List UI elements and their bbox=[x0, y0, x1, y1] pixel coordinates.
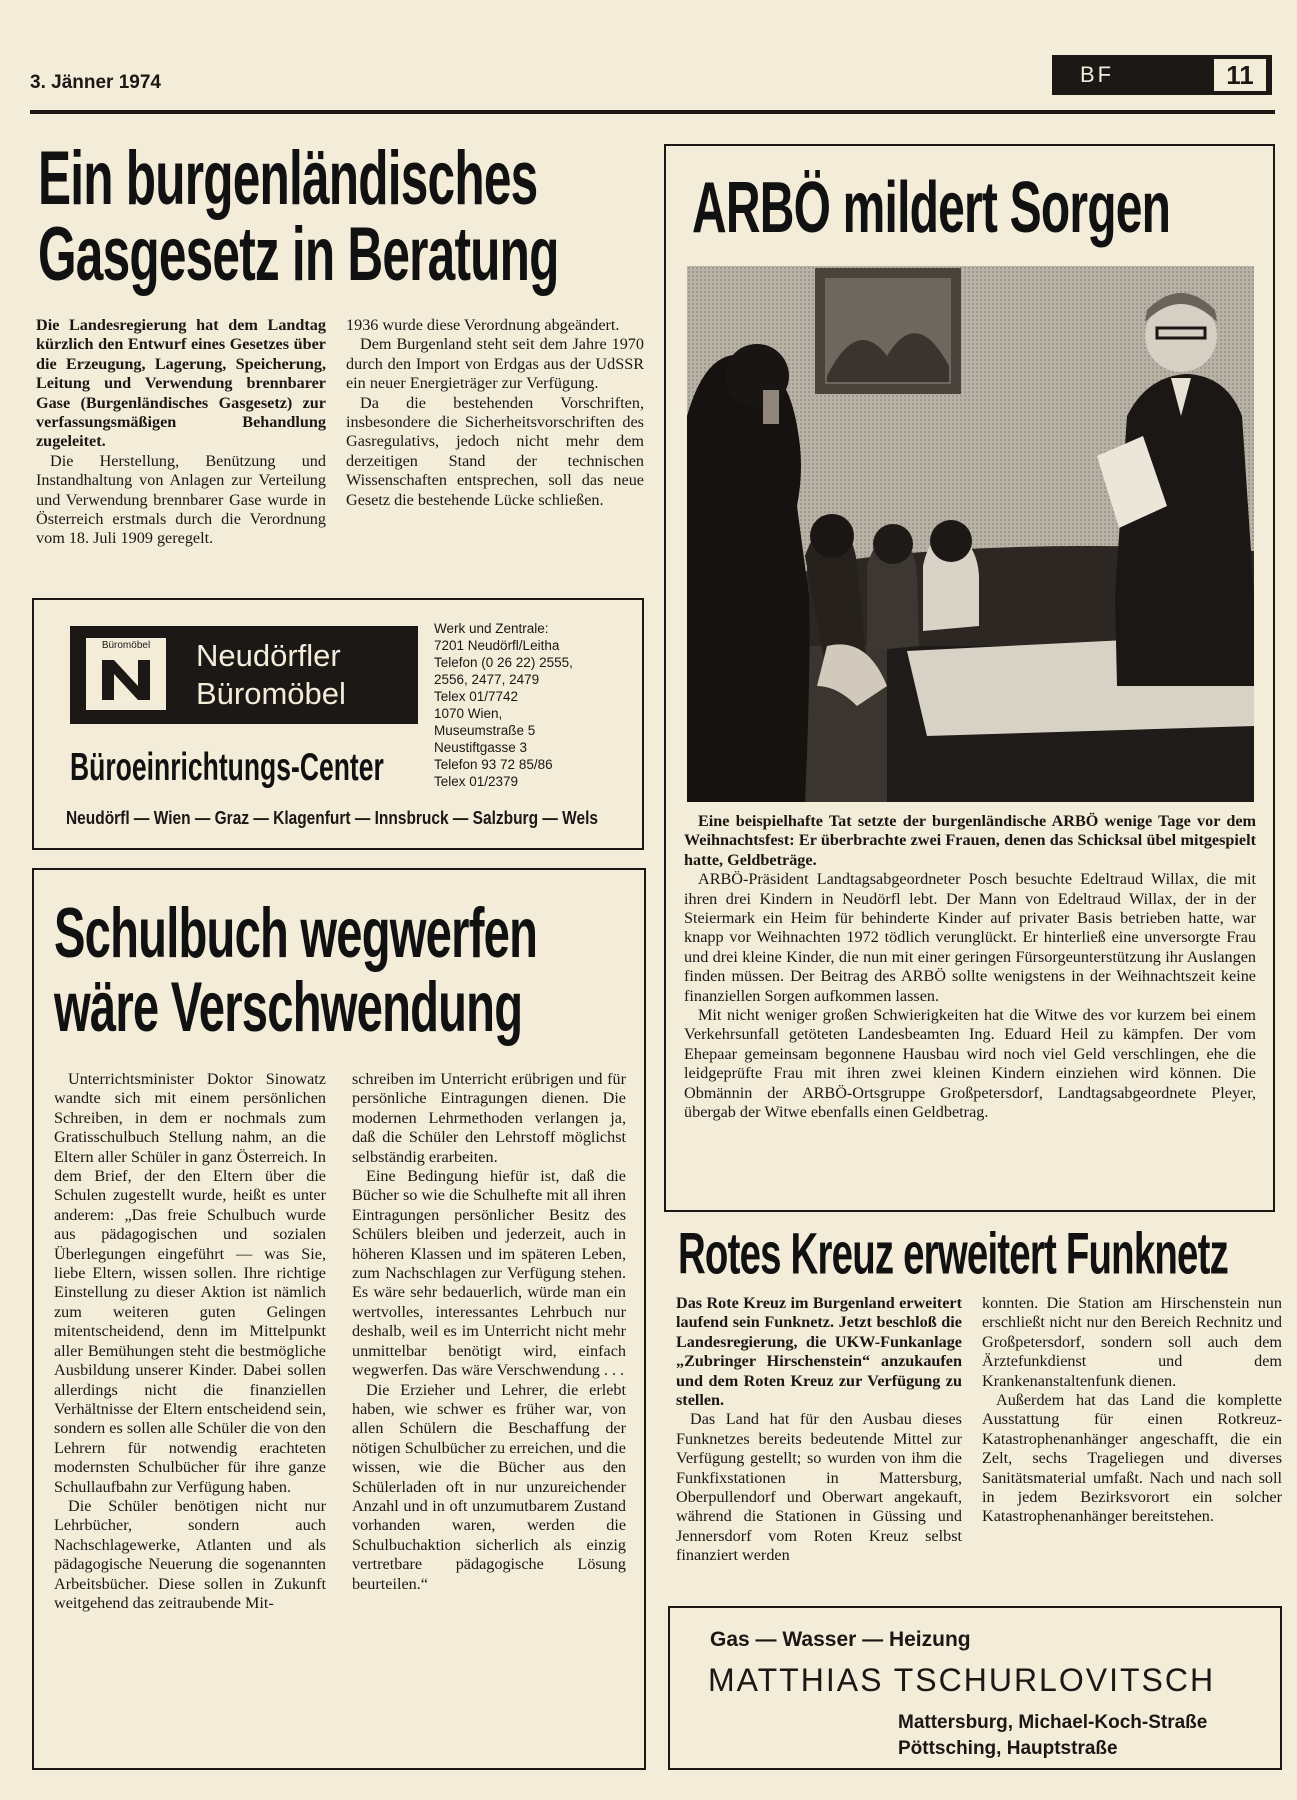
school-column-2 bbox=[352, 1070, 626, 1594]
arbo-caption: Eine beispielhafte Tat setzte der burgenländische ARBÖ wenige Tage vor dem Weihnachtsfest: Er überbrachte zwei Frauen, denen das Schicksal übel mitgespielt hatte, Geldbeträge. bbox=[684, 812, 1256, 869]
gas-paragraph: Dem Burgenland steht seit dem Jahre 1970 durch den Import von Erdgas aus der UdSSR ein neuer Energieträger zur Verfügung. bbox=[346, 335, 644, 393]
ad-cities: Neudörfl — Wien — Graz — Klagenfurt — Innsbruck — Salzburg — Wels bbox=[66, 808, 598, 828]
gas-paragraph: Da die bestehenden Vorschriften, insbesondere die Sicherheitsvorschriften des Gasregulativs, jedoch nicht mehr dem derzeitigen Stand der technischen Wissenschaften entsprechen, soll das neue Gesetz die bestehende Lücke schließen. bbox=[346, 393, 644, 509]
page-tag bbox=[1052, 55, 1272, 95]
section-label: BF bbox=[1080, 62, 1115, 87]
ad-brand-1: Neudörfler bbox=[196, 638, 341, 673]
school-headline-1: Schulbuch wegwerfen bbox=[54, 893, 538, 973]
rk-paragraph: Das Land hat für den Ausbau dieses Funknetzes bereits bedeutende Mittel zur Verfügung gestellt; so wurden von ihm die Funkfixstationen in Mattersburg, Oberpullendorf und Oberwart angekauft, während die Stationen in Güssing und Jennersdorf vom Roten Kreuz selbst finanziert werden bbox=[676, 1410, 962, 1565]
ad-address: Werk und Zentrale: 7201 Neudörfl/Leitha Telefon (0 26 22) 2555, 2556, 2477, 2479 Telex 01/7742 1070 Wien, Museumstraße 5 Neustiftgasse 3 Telefon 93 72 85/86 Telex 01/2379 bbox=[434, 621, 573, 789]
ad-logo-mark bbox=[86, 638, 166, 710]
school-paragraph: Die Erzieher und Lehrer, die erlebt haben, wie schwer es früher war, von allen Schülern die Beschaffung der nötigen Schulbücher zu erreichen, und die wissen, wie die Bücher aus den Schülerladen oft in nur unzureichender Anzahl und in oft unzumutbarem Zustand vorhanden waren, werden die Schulbuchaktion sicherlich als einzig vertretbare pädagogische Lösung beurteilen.“ bbox=[352, 1380, 626, 1593]
ad2-address-1: Mattersburg, Michael-Koch-Straße bbox=[898, 1712, 1208, 1733]
school-column-1 bbox=[54, 1070, 326, 1613]
gas-paragraph: 1936 wurde diese Verordnung abgeändert. bbox=[346, 316, 620, 334]
ad-center: Büroeinrichtungs-Center bbox=[70, 745, 384, 790]
gas-lead: Die Landesregierung hat dem Landtag kürzlich den Entwurf eines Gesetzes über die Erzeugung, Lagerung, Speicherung, Leitung und Verwendung brennbarer Gase (Burgenländisches Gasgesetz) zur verfassungsmäßigen Behandlung zugeleitet. bbox=[36, 316, 326, 451]
arbo-headline: ARBÖ mildert Sorgen bbox=[692, 167, 1171, 248]
gas-column-1 bbox=[36, 316, 326, 549]
ad-logo-block bbox=[70, 626, 418, 724]
arbo-paragraph: ARBÖ-Präsident Landtagsabgeordneter Posch besuchte Edeltraud Willax, die mit ihren drei Kindern in Neudörfl lebt. Der Mann von Edeltraud Willax, der in der Steiermark ein Heim für behinderte Kinder auf privater Basis betrieben hatte, war knapp vor Weihnachten 1972 tödlich verunglückt. Er hinterließ eine unversorgte Frau und drei kleine Kinder, die nun mit einer geringen Fürsorgeunterstützung ihr Auslangen finden müssen. Der Beitrag des ARBÖ sollte wenigstens in der Weihnachtszeit keine finanziellen Sorgen aufkommen lassen. bbox=[684, 870, 1256, 1005]
rk-paragraph: Außerdem hat das Land die komplette Ausstattung für einen Rotkreuz-Katastrophenanhänger angeschafft, die ein Zelt, sechs Trageliegen und diverses Sanitätsmaterial umfaßt. Nach und nach soll in jedem Bezirksvorort ein solcher Katastrophenanhänger bereitstehen. bbox=[982, 1391, 1282, 1526]
arbo-photo bbox=[687, 266, 1254, 802]
gas-headline-1: Ein burgenländisches bbox=[38, 137, 538, 222]
ad-tschurlovitsch bbox=[668, 1606, 1282, 1770]
arbo-paragraph: Mit nicht weniger großen Schwierigkeiten hat die Witwe des vor kurzem bei einem Verkehrsunfall getöteten Landesbeamten Ing. Eduard Heil zu kämpfen. Der vom Ehepaar gemeinsam begonnene Hausbau wird noch viel Geld verschlingen, ehe die leidgeprüfte Frau mit ihren zwei kleinen Kindern einziehen wird können. Die Obmännin der ARBÖ-Ortsgruppe Großpetersdorf, Landtagsabgeordnete Pleyer, übergab der Witwe ebenfalls einen Geldbetrag. bbox=[684, 1006, 1256, 1122]
school-paragraph: Unterrichtsminister Doktor Sinowatz wandte sich mit einem persönlichen Schreiben, in dem er nochmals zum Gratisschulbuch Stellung nahm, an die Eltern aller Schüler in ganz Österreich. In dem Brief, der den Eltern über die Schulen zugestellt wurde, heißt es unter anderem: „Das freie Schulbuch wurde aus pädagogischen und sozialen Überlegungen eingeführt — was Sie, liebe Eltern, wissen sollen. Ihre richtige Einstellung zu dieser Aktion ist nämlich zum weiteren guten Gelingen mitentscheidend, denn im Mittelpunkt aller Bemühungen steht die bestmögliche Ausbildung unserer Kinder. Dabei sollen allerdings nicht die finanziellen Verhältnisse der Eltern entscheidend sein, sondern es sollen alle Schüler die von den Lehrern für notwendig erachteten modernsten Schulbücher für ihre ganze Schullaufbahn zur Verfügung haben. bbox=[54, 1070, 326, 1496]
school-paragraph: schreiben im Unterricht erübrigen und für persönliche Eintragungen dienen. Die modernen Lehrmethoden verlangen ja, daß die Schüler den Lehrstoff möglichst selbständig erarbeiten. bbox=[352, 1070, 626, 1166]
gas-paragraph: Die Herstellung, Benützung und Instandhaltung von Anlagen zur Verteilung und Verwendung brennbarer Gase wurde in Österreich erstmals durch die Verordnung vom 18. Juli 1909 geregelt. bbox=[36, 451, 326, 548]
ad-neudoerfler bbox=[32, 598, 644, 850]
issue-date: 3. Jänner 1974 bbox=[30, 72, 161, 93]
page-number: 11 bbox=[1214, 59, 1266, 91]
rk-column-1 bbox=[676, 1294, 962, 1566]
ad-logo-label: Büromöbel bbox=[101, 640, 151, 651]
ad2-name: MATTHIAS TSCHURLOVITSCH bbox=[708, 1662, 1216, 1698]
gas-headline-2: Gasgesetz in Beratung bbox=[38, 213, 559, 298]
rk-headline: Rotes Kreuz erweitert Funknetz bbox=[678, 1222, 1228, 1287]
school-paragraph: Die Schüler benötigen nicht nur Lehrbücher, sondern auch Nachschlagewerke, Atlanten und als pädagogische Neuerung die sogenannten Arbeitsbücher. Diese sollen in Zukunft weitgehend das zeitraubende Mit- bbox=[54, 1496, 326, 1612]
gas-column-2 bbox=[346, 316, 644, 510]
photo-scene bbox=[687, 266, 1254, 802]
arbo-text bbox=[684, 812, 1256, 1123]
rk-paragraph: konnten. Die Station am Hirschenstein nun erschließt nicht nur den Bereich Rechnitz und Großpetersdorf, sondern soll auch dem Ärztefunkdienst und dem Krankenanstaltenfunk dienen. bbox=[982, 1294, 1282, 1390]
rk-lead: Das Rote Kreuz im Burgenland erweitert laufend sein Funknetz. Jetzt beschloß die Landesregierung, die UKW-Funkanlage „Zubringer Hirschenstein“ anzukaufen und dem Roten Kreuz zur Verfügung zu stellen. bbox=[676, 1294, 962, 1410]
header-rule bbox=[30, 110, 1275, 114]
ad2-services: Gas — Wasser — Heizung bbox=[710, 1628, 971, 1651]
ad-brand-2: Büromöbel bbox=[196, 676, 346, 711]
school-paragraph: Eine Bedingung hiefür ist, daß die Bücher so wie die Schulhefte mit all ihren Eintragungen persönlicher Besitz des Schülers bleiben und jederzeit, auch in höheren Klassen und im späteren Leben, zum Nachschlagen zur Verfügung stehen. Es wäre sehr bedauerlich, würde man ein wertvolles, interessantes Lehrbuch nur deshalb, weil es im Unterricht nicht mehr unmittelbar benötigt wird, einfach wegwerfen. Das wäre Verschwendung . . . bbox=[352, 1167, 626, 1380]
n-logo-icon bbox=[98, 656, 154, 704]
rk-column-2 bbox=[982, 1294, 1282, 1527]
ad2-address-2: Pöttsching, Hauptstraße bbox=[898, 1738, 1118, 1759]
school-headline-2: wäre Verschwendung bbox=[54, 967, 523, 1047]
